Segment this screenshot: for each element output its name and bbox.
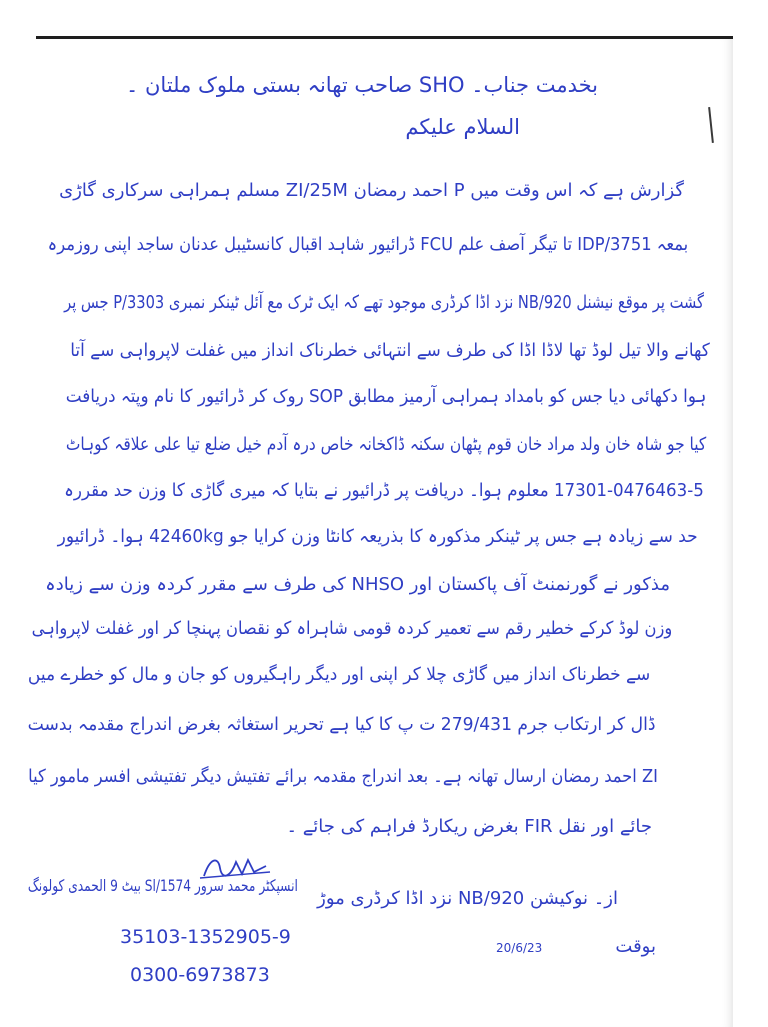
body-line: سے خطرناک انداز میں گاڑی چلا کر اپنی اور دیگر راہگیروں کو جان و مال کو خطرے میں [27,664,650,685]
body-line: بمعہ IDP/3751 تا تیگر آصف علم FCU ڈرائیور شاہد اقبال کانسٹیبل عدنان ساجد اپنی روزمرہ [47,234,688,255]
signature-phone: 0300-6973873 [130,964,270,986]
body-line: 17301-0476463-5 معلوم ہوا۔ دریافت پر ڈرائیور نے بتایا کہ میری گاڑی کا وزن حد مقررہ [64,480,704,501]
date-note: 20/6/23 [496,941,543,955]
body-line: ڈال کر ارتکاب جرم 279/431 ت پ کا کیا ہے تحریر استغاثہ بغرض اندراج مقدمہ بدست [28,714,656,735]
signature-scribble [196,852,274,882]
body-line: کھانے والا تیل لوڈ تھا لاڈا اڈا کی طرف سے انتہائی خطرناک انداز میں غفلت لاپرواہی سے آتا [70,340,710,361]
body-line: مذکور نے گورنمنٹ آف پاکستان اور NHSO کی طرف سے مقرر کردہ وزن سے زیادہ [45,574,670,595]
body-line: حد سے زیادہ ہے جس پر ٹینکر مذکورہ کا بذریعہ کانٹا وزن کرایا جو 42460kg ہوا۔ ڈرائیور [58,526,698,547]
salutation: السلام علیکم [405,115,520,139]
body-line: وزن لوڈ کرکے خطیر رقم سے تعمیر کردہ قومی شاہراہ کو نقصان پہنچا کر اور غفلت لاپرواہی [31,618,672,639]
margin-mark [708,107,714,143]
body-line: ہوا دکھائی دیا جس کو بامداد ہمراہی آرمیز مطابق SOP روک کر ڈرائیور کا نام وپتہ دریافت [65,386,706,407]
signature-line: انسپکٹر محمد سرور Sl/1574 بیٹ 9 الحمدی کولونگ [28,876,298,895]
body-line: کیا جو شاہ خان ولد مراد خان قوم پٹھان سکنہ ڈاکخانہ خاص درہ آدم خیل ضلع تیا علی علاقہ کوہاٹ [65,434,706,455]
body-line: گزارش ہے کہ اس وقت میں P احمد رمضان ZI/25M مسلم ہمراہی سرکاری گاڑی [59,180,684,201]
address-line: بخدمت جناب۔ SHO صاحب تھانہ بستی ملوک ملتان ۔ [126,73,598,97]
signature-cnic: 35103-1352905-9 [120,926,291,948]
body-line: گشت پر موقع نیشنل 920/NB نزد اڈا کرڈری موجود تھے کہ ایک ٹرک مع آئل ٹینکر نمبری P/3303 جس پر [64,292,704,313]
from-line: از۔ نوکیشن 920/NB نزد اڈا کرڈری موڑ [317,888,618,909]
body-line: ZI احمد رمضان ارسال تھانہ ہے۔ بعد اندراج مقدمہ برائے تفتیش دیگر تفتیشی افسر مامور کیا [28,766,658,787]
time-line: بوقت [615,936,656,957]
body-line: جائے اور نقل FIR بغرض ریکارڈ فراہم کی جائے ۔ [286,816,652,837]
